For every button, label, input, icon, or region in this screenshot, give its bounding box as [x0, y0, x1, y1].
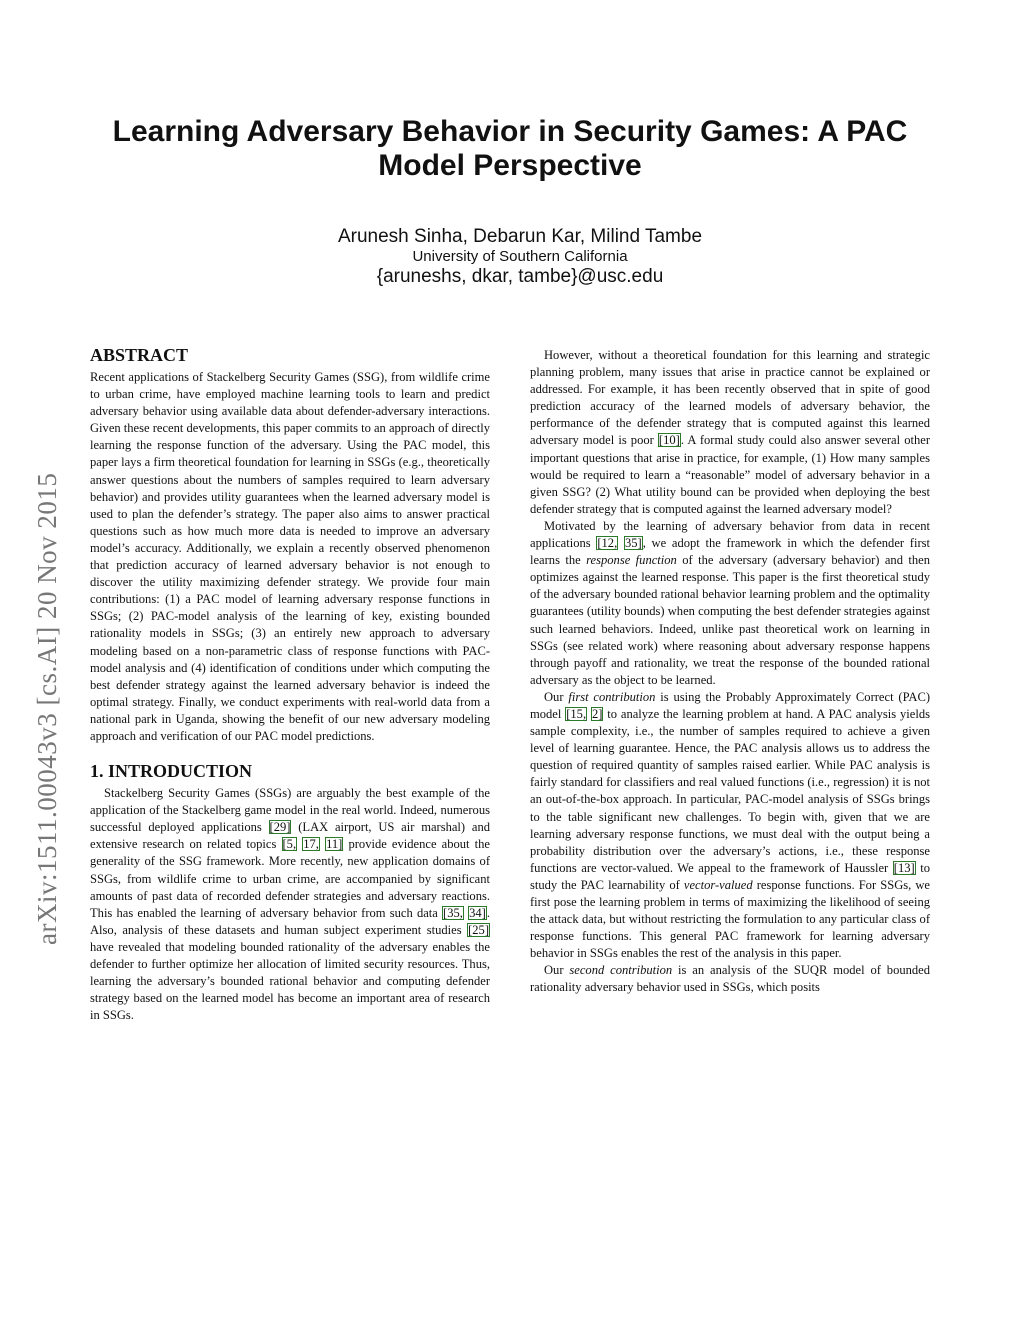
left-column [90, 343, 490, 1024]
citation-link[interactable]: 17, [303, 837, 319, 852]
arxiv-identifier: arXiv:1511.00043v3 [cs.AI] 20 Nov 2015 [32, 472, 62, 945]
author-emails: {aruneshs, dkar, tambe}@usc.edu [376, 266, 664, 287]
citation-link[interactable]: [10] [658, 433, 680, 448]
citation-link[interactable]: [25] [468, 922, 489, 937]
citation-link[interactable]: [13] [893, 860, 915, 875]
intro-paragraph-2: However, without a theoretical foundation for this learning and strategic planning problem, many issues that arise in practice cannot be explained or addressed. For example, it has been recently observed that in spite of good prediction accuracy of the learned models of adversary behavior, the performance of the defender strategy that is computed against this learned adversary model is poor [10]. A formal study could also answer several other important questions that arise in practice, for example, (1) How many samples would be required to learn a “reasonable” model of adversary behavior in a given SSG? (2) What utility bound can be provided when deploying the best defender strategy that is computed against the learned adversary model? [530, 348, 930, 516]
abstract-heading: ABSTRACT [90, 345, 189, 365]
intro-paragraph-3: Motivated by the learning of adversary behavior from data in recent applications [12, 35], we adopt the framework in which the defender first learns the response function of the adversary (adversary behavior) and then optimizes against the learned response. This paper is the first theoretical study of the adversary bounded rational behavior learning problem and the optimality guarantees (utility bounds) when computing the best defender strategies against such learned behaviors. Indeed, unlike past theoretical work on learning in SSGs (see related work) where reasoning about adversary response happens through payoff and rationality, we treat the response of the bounded rational adversary as the object to be learned. [530, 518, 931, 687]
citation-link[interactable]: 34] [469, 905, 486, 920]
author-block [200, 226, 840, 289]
right-column [530, 347, 930, 997]
citation-link[interactable]: [35, [443, 905, 463, 920]
citation-link[interactable]: 35] [624, 536, 642, 551]
intro-paragraph-5: Our second contribution is an analysis of the SUQR model of bounded rationality adversary behavior used in SSGs, which posits [530, 963, 931, 995]
introduction-heading: 1. INTRODUCTION [90, 761, 253, 782]
citation-link[interactable]: [5, [282, 837, 297, 852]
author-names: Arunesh Sinha, Debarun Kar, Milind Tambe [337, 226, 703, 247]
citation-link[interactable]: 11] [326, 837, 343, 852]
citation-link[interactable]: 2] [591, 706, 603, 721]
author-affiliation: University of Southern California [412, 248, 628, 265]
citation-link[interactable]: [29] [269, 820, 291, 835]
intro-paragraph-1: Stackelberg Security Games (SSGs) are arguably the best example of the application of the Stackelberg game model in the real world. Indeed, numerous successful deployed applications [29] (LAX airport, US air marshal) and extensive research on related topics [5, 17, 11] provide evidence about the generality of the SSG framework. More recently, new application domains of SSGs, from wildlife crime to urban crime, are accompanied by significant amounts of past data of recorded defender strategies and adversary reactions. This has enabled the learning of adversary behavior from such data [35, 34]. Also, analysis of these datasets and human subject experiment studies [25] have revealed that modeling bounded rationality of the adversary enables the defender to further optimize her allocation of limited security resources. Thus, learning the adversary’s bounded rational behavior and computing defender strategy based on the learned model has become an important area of research in SSGs. [90, 786, 490, 1023]
paper-title [90, 115, 930, 183]
citation-link[interactable]: [15, [566, 706, 587, 721]
title-line-1: Learning Adversary Behavior in Security Games: A PAC [112, 115, 908, 148]
intro-paragraph-4: Our first contribution is using the Probably Approximately Correct (PAC) model [15, 2] to analyze the learning problem at hand. A PAC analysis yields sample complexity, i.e., the number of samples required to achieve a given level of learning guarantee. Hence, the PAC analysis allows us to address the question of required quantity of samples raised earlier. While PAC analysis is fairly standard for classifiers and real valued functions (i.e., regression) it is not an out-of-the-box approach. In particular, PAC-model analysis of SSGs brings to the table significant new challenges. To begin with, given that we are learning adversary response functions, we must deal with the output being a probability distribution over the adversary’s actions, i.e., these response functions are vector-valued. We appeal to the framework of Haussler [13] to study the PAC learnability of vector-valued response functions. For SSGs, we first pose the learning problem in terms of maximizing the likelihood of seeing the attack data, but without restricting the formulation to any particular class of response functions. This general PAC framework for learning adversary behavior in SSGs enables the rest of the analysis in this paper. [530, 689, 931, 961]
title-line-2: Model Perspective [378, 149, 642, 182]
intro-paragraph-1-tail: have revealed that modeling bounded rationality of the adversary enables the defender to further optimize her allocation of limited security resources. Thus, learning the adversary’s bounded rational behavior and computing defender strategy based on the learned model has become an important area of research in SSGs. [90, 939, 490, 1023]
abstract-text: Recent applications of Stackelberg Security Games (SSG), from wildlife crime to urban crime, have employed machine learning tools to learn and predict adversary behavior using available data about defender-adversary interactions. Given these recent developments, this paper commits to an approach of directly learning the response function of the adversary. Using the PAC model, this paper lays a firm theoretical foundation for learning in SSGs (e.g., theoretically answer questions about the numbers of samples required to learn adversary behavior) and provides utility guarantees when the learned adversary model is used to plan the defender’s strategy. The paper also aims to answer practical questions such as how much more data is needed to improve an adversary model’s accuracy. Additionally, we explain a recently observed phenomenon that prediction accuracy of learned adversary behavior is not enough to discover the utility maximizing defender strategy. We provide four main contributions: (1) a PAC model of learning adversary response functions in SSGs; (2) PAC-model analysis of the learning of key, existing bounded rationality models in SSGs; (3) an entirely new approach to adversary modeling based on a non-parametric class of response functions with PAC-model analysis and (4) identification of conditions under which computing the best defender strategy against the learned adversary behavior is indeed the optimal strategy. Finally, we conduct experiments with real-world data from a national park in Uganda, showing the benefit of our new adversary modeling approach and verification of our PAC model predictions. [90, 370, 490, 743]
citation-link[interactable]: [12, [597, 536, 618, 551]
